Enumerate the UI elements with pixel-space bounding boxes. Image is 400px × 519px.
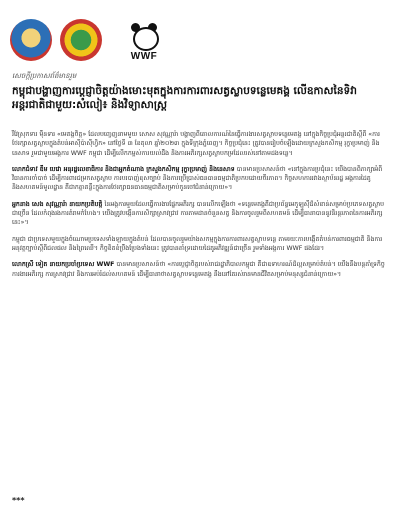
paragraph — [12, 200, 388, 228]
ministry-seal-icon — [10, 19, 52, 61]
paragraph-text: រីវែស្រុកទារ ម៉ឺនទារ «មេគង្គចិត្ត» ដែលបញ្ចេញនាមមួយ សោស សុវណ្ណារ៉ា បង្ហាញពីគោលការណ៍នៃធ្វើការងារសត្វស្លាបទន្លេមេគង្គ នៅក្នុងកិច្ចប្រជុំអន្តរជាតិស្តីពី «ការថែរក្សាសត្វស្លាបក្នុងតំបន់អាស៊ីប៉ាស៊ីហ្វិក» នៅថ្ងៃទី ៣ ខែតុលា ឆ្នាំ២០២៣ ក្នុងទីក្រុងភ្នំពេញ។ កិច្ចប្រជុំនេះ ត្រូវបានរៀបចំឡើងដោយក្រសួងកសិកម្ម រុក្ខាប្រមាញ់ និងនេសាទ រួមជាមួយអង្គការ WWF កម្ពុជា ដើម្បីលើកកម្ពស់ការយល់ដឹង និងការអភិរក្សសត្វស្លាបកម្រដែលរស់នៅតាមដងទន្លេ។ — [12, 131, 380, 157]
release-tag: សេចក្តីប្រកាសព័ត៌មានរួម — [12, 72, 77, 80]
wwf-logo-text: WWF — [130, 51, 158, 62]
department-seal-icon — [60, 19, 102, 61]
paragraph-lead: លោកស្រី ទៀត នាយកប្រចាំប្រទេស WWF — [12, 261, 115, 269]
panda-icon — [129, 21, 159, 51]
paragraph-text: បានមានប្រសាសន៍ថា «ការប្តេជ្ញាចិត្តរបស់រាជរដ្ឋាភិបាលកម្ពុជា គឺជាឧទាហរណ៍ដ៏ល្អសម្រាប់តំបន់។ យើងនឹងបន្តគាំទ្រកិច្ចការងារអភិរក្ស ការស្រាវជ្រាវ និងការអប់រំដល់សហគមន៍ ដើម្បីធានាថាសត្វស្លាបទន្លេមេគង្គ នឹងនៅតែរស់រានមានជីវិតសម្រាប់មនុស្សជំនាន់ក្រោយ»។ — [12, 261, 385, 278]
header-logos — [10, 18, 166, 62]
paragraph-text: នៃអង្គការមួយដែលធ្វើការងារផ្នែកអភិរក្ស បានលើកឡើងថា «ទន្លេមេគង្គគឺជាប្រព័ន្ធអេកូឡូស៊ីដ៏សំខាន់សម្រាប់ប្រភេទសត្វស្លាបជាច្រើន ដែលកំពុងរងការគំរាមកំហែង។ យើងត្រូវបង្កើនការសិក្សាស្រាវជ្រាវ ការតាមដានចំនួនសត្វ និងការចូលរួមពីសហគមន៍ ដើម្បីធានាបាននូវនិរន្តរភាពនៃការអភិរក្សនេះ»។ — [12, 200, 385, 227]
paragraph — [12, 130, 388, 158]
paragraph-text: បានមានប្រសាសន៍ថា «នៅក្នុងការប្រជុំនេះ យើងបានពិភាក្សាអំពីវិធានការចាំបាច់ ដើម្បីការពារជម្រកសត្វស្លាប ការបរបាញ់ខុសច្បាប់ និងការប្រើប្រាស់ធនធានធម្មជាតិប្រកបដោយចីរភាព។ កិច្ចសហការរវាងស្ថាប័នរដ្ឋ អង្គការដៃគូ និងសហគមន៍មូលដ្ឋាន គឺជាកត្តាគន្លឹះក្នុងការថែរក្សាធនធានធម្មជាតិសម្រាប់កូនចៅជំនាន់ក្រោយ»។ — [12, 165, 383, 192]
paragraph — [12, 235, 388, 254]
paragraph-text: កម្ពុជា ជាប្រទេសមួយក្នុងចំណោមប្រទេសទាំងឡាយក្នុងតំបន់ ដែលបានចូលរួមយ៉ាងសកម្មក្នុងការការពារសត្វស្លាបទន្លេ តាមរយៈការបង្កើតតំបន់ការពារធម្មជាតិ និងការអនុវត្តច្បាប់ស្តីពីជលផល និងព្រៃឈើ។ កិច្ចខិតខំប្រឹងប្រែងទាំងនេះ ត្រូវបានគាំទ្រដោយដៃគូអភិវឌ្ឍន៍ជាច្រើន រួមទាំងអង្គការ WWF ផងដែរ។ — [12, 235, 383, 252]
paragraph — [12, 260, 388, 279]
paragraph-lead: លោកជំទាវ ឌឹម បេវោ អនុរដ្ឋលេខាធិការ និងជាអ្នកតំណាង ក្រសួងកសិកម្ម រុក្ខាប្រមាញ់ និងនេសាទ — [12, 165, 235, 173]
paragraph — [12, 165, 388, 193]
article-body — [12, 130, 388, 286]
paragraph-lead: អ្នកនាង សេង សុវណ្ណារ៉ា នាយកប្រតិបត្តិ — [12, 200, 103, 208]
wwf-logo-icon — [122, 18, 166, 62]
end-mark: *** — [12, 496, 25, 505]
headline: កម្ពុជាបង្ហាញការប្តេជ្ញាចិត្តយ៉ាងមោះមុតក្នុងការការពារសត្វស្លាបទន្លេមេគង្គ លើឧកាសនៃទិវាអន្តរជាតិជាមួយ:សំលៀ៖ និងវិទ្យាសាស្ត្រ — [12, 85, 357, 111]
